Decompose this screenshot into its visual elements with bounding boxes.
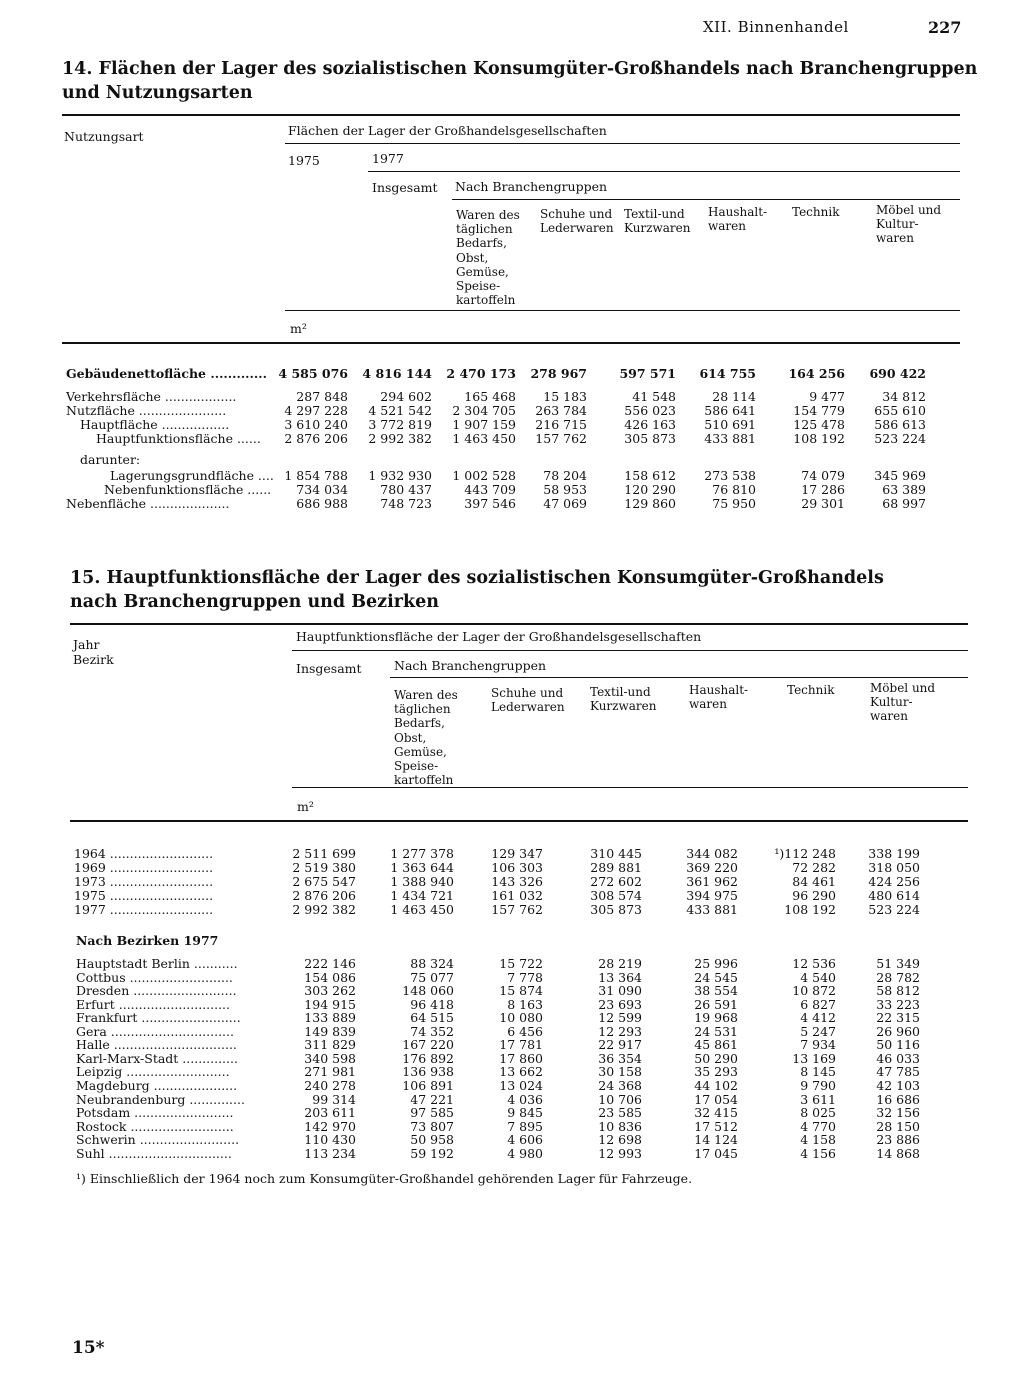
table15-bezirk-label: Halle ............................... (76, 1038, 237, 1052)
table15-bezirk-cell: 28 782 (876, 970, 920, 985)
table14-col-moebel: Möbel und Kultur-waren (876, 203, 942, 246)
table15-bezirk-cell: 4 036 (507, 1092, 543, 1107)
table14-cell: 63 389 (882, 482, 926, 497)
table14-cell: 586 641 (704, 403, 756, 418)
table14-cell: 29 301 (801, 496, 845, 511)
table14-cell: 74 079 (801, 468, 845, 483)
table15-bezirk-cell: 7 778 (507, 970, 543, 985)
table15-bezirk-cell: 106 891 (402, 1078, 454, 1093)
table15-bezirk-cell: 24 545 (694, 970, 738, 985)
table15-bezirk-label: Neubrandenburg .............. (76, 1093, 245, 1107)
table15-year-cell: 2 519 380 (292, 860, 356, 875)
table15-bezirk-label: Magdeburg ..................... (76, 1079, 238, 1093)
table14-cell: 345 969 (874, 468, 926, 483)
table15-year-label: 1977 .......................... (74, 903, 214, 917)
table15-year-cell: 1 363 644 (390, 860, 454, 875)
table14-cell: 2 304 705 (452, 403, 516, 418)
table14-cell: 1 463 450 (452, 431, 516, 446)
table15-col-textil: Textil-und Kurzwaren (590, 685, 657, 714)
table15-bezirk-cell: 58 812 (876, 983, 920, 998)
table15-col-waren: Waren des täglichen Bedarfs, Obst, Gemüse, Speise-kartoffeln (394, 688, 458, 788)
table15-year-cell: 308 574 (590, 888, 642, 903)
table14-col-technik: Technik (792, 205, 840, 219)
table15-bezirk-cell: 303 262 (304, 983, 356, 998)
table14-cell: 78 204 (543, 468, 587, 483)
table15-bezirk-cell: 13 364 (598, 970, 642, 985)
table14-col-haushalt: Haushalt-waren (708, 205, 768, 234)
table15-bezirk-cell: 194 915 (304, 997, 356, 1012)
table15-bezirk-cell: 4 606 (507, 1132, 543, 1147)
table15-bezirk-cell: 50 958 (410, 1132, 454, 1147)
table14-cell: 1 932 930 (368, 468, 432, 483)
table15-rule-1 (292, 650, 968, 651)
table15-bezirk-cell: 13 024 (499, 1078, 543, 1093)
table15-year-cell: 344 082 (686, 846, 738, 861)
table14-nach-branchen: Nach Branchengruppen (455, 179, 608, 194)
table14-title-line1: 14. Flächen der Lager des sozialistischen Konsumgüter-Großhandels nach Branchengruppen (62, 59, 978, 79)
table14-cell: 263 784 (535, 403, 587, 418)
table15-year-cell: 96 290 (792, 888, 836, 903)
table15-bezirk-cell: 64 515 (410, 1010, 454, 1025)
table15-title-line2: nach Branchengruppen und Bezirken (70, 592, 439, 612)
table15-bezirk-cell: 4 412 (800, 1010, 836, 1025)
table14-cell: 15 183 (543, 389, 587, 404)
table14-cell: 2 470 173 (446, 366, 516, 381)
table15-bezirk-label: Potsdam ......................... (76, 1106, 234, 1120)
table15-bezirk-cell: 24 368 (598, 1078, 642, 1093)
table14-cell: 734 034 (296, 482, 348, 497)
table14-col-waren: Waren des täglichen Bedarfs, Obst, Gemüse, Speise-kartoffeln (456, 208, 520, 308)
table15-bezirk-cell: 9 790 (800, 1078, 836, 1093)
table14-cell: 58 953 (543, 482, 587, 497)
table14-col-schuhe: Schuhe und Lederwaren (540, 207, 614, 236)
table15-year-cell: 1 463 450 (390, 902, 454, 917)
table15-bezirk-cell: 176 892 (402, 1051, 454, 1066)
table15-bezirk-cell: 75 077 (410, 970, 454, 985)
table15-year-cell: 272 602 (590, 874, 642, 889)
table15-bezirk-label: Gera ............................... (76, 1025, 234, 1039)
table15-bezirk-cell: 203 611 (304, 1105, 356, 1120)
table14-cell: 47 069 (543, 496, 587, 511)
table15-bezirk-cell: 142 970 (304, 1119, 356, 1134)
table15-bezirk-cell: 17 860 (499, 1051, 543, 1066)
table14-cell: 3 772 819 (368, 417, 432, 432)
table15-col-insgesamt: Insgesamt (296, 661, 362, 676)
table15-bezirk-cell: 136 938 (402, 1064, 454, 1079)
table14-cell: 75 950 (712, 496, 756, 511)
table14-row-label: Nebenfunktionsfläche ...... (104, 483, 272, 497)
table15-year-cell: 106 303 (491, 860, 543, 875)
table14-cell: 216 715 (535, 417, 587, 432)
table15-bezirk-cell: 8 145 (800, 1064, 836, 1079)
table15-year-cell: 424 256 (868, 874, 920, 889)
table15-bezirk-cell: 15 874 (499, 983, 543, 998)
table14-cell: 1 854 788 (284, 468, 348, 483)
table14-rule-2 (368, 171, 960, 172)
table14-col-insgesamt: Insgesamt (372, 180, 438, 195)
table14-cell: 273 538 (704, 468, 756, 483)
table15-bezirk-cell: 154 086 (304, 970, 356, 985)
table15-bezirk-cell: 7 895 (507, 1119, 543, 1134)
table15-bezirk-cell: 17 054 (694, 1092, 738, 1107)
table15-year-cell: 523 224 (868, 902, 920, 917)
table15-bezirk-label: Cottbus .......................... (76, 971, 233, 985)
table14-header-bottom-rule (62, 342, 960, 344)
table15-bezirk-cell: 99 314 (312, 1092, 356, 1107)
table14-cell: 28 114 (712, 389, 756, 404)
table14-cell: 748 723 (380, 496, 432, 511)
table15-year-cell: 318 050 (868, 860, 920, 875)
table14-rule-4 (285, 310, 960, 311)
table14-year-1975: 1975 (288, 153, 320, 168)
table14-cell: 523 224 (874, 431, 926, 446)
table14-cell: 397 546 (464, 496, 516, 511)
table15-bezirk-cell: 36 354 (598, 1051, 642, 1066)
table14-row-label: Nebenfläche .................... (66, 497, 230, 511)
table14-cell: 2 876 206 (284, 431, 348, 446)
table14-cell: 443 709 (464, 482, 516, 497)
table14-cell: 108 192 (793, 431, 845, 446)
table14-cell: 305 873 (624, 431, 676, 446)
table15-bezirk-cell: 4 158 (800, 1132, 836, 1147)
table15-bezirk-cell: 47 221 (410, 1092, 454, 1107)
table15-bezirk-cell: 31 090 (598, 983, 642, 998)
table15-bezirk-cell: 271 981 (304, 1064, 356, 1079)
table15-bezirk-cell: 23 693 (598, 997, 642, 1012)
table15-bezirk-label: Hauptstadt Berlin ........... (76, 957, 238, 971)
table15-bezirk-cell: 46 033 (876, 1051, 920, 1066)
table14-rule-1 (285, 143, 960, 144)
table14-unit: m² (290, 321, 307, 336)
table14-cell: 3 610 240 (284, 417, 348, 432)
table15-bezirk-cell: 8 025 (800, 1105, 836, 1120)
table15-bezirk-cell: 12 698 (598, 1132, 642, 1147)
table15-bezirk-cell: 32 415 (694, 1105, 738, 1120)
table14-row-label: Hauptfläche ................. (80, 418, 230, 432)
table14-cell: 1 907 159 (452, 417, 516, 432)
table15-bezirk-cell: 6 456 (507, 1024, 543, 1039)
table15-bezirk-cell: 12 993 (598, 1146, 642, 1161)
table15-bezirk-cell: 10 080 (499, 1010, 543, 1025)
table15-bezirk-cell: 10 706 (598, 1092, 642, 1107)
table15-col-schuhe: Schuhe und Lederwaren (491, 686, 565, 715)
table15-bezirk-cell: 222 146 (304, 956, 356, 971)
table15-bezirk-cell: 47 785 (876, 1064, 920, 1079)
table15-year-cell: 108 192 (784, 902, 836, 917)
table15-year-cell: 305 873 (590, 902, 642, 917)
table15-year-cell: 1 277 378 (390, 846, 454, 861)
table15-year-cell: 143 326 (491, 874, 543, 889)
table14-cell: 4 816 144 (362, 366, 432, 381)
page-number: 227 (928, 18, 962, 37)
table14-cell: 76 810 (712, 482, 756, 497)
table14-cell: 68 997 (882, 496, 926, 511)
table15-title-line1: 15. Hauptfunktionsfläche der Lager des sozialistischen Konsumgüter-Großhandels (70, 568, 884, 588)
table14-cell: 433 881 (704, 431, 756, 446)
table15-year-cell: 161 032 (491, 888, 543, 903)
table15-bezirk-cell: 149 839 (304, 1024, 356, 1039)
table15-year-cell: 2 876 206 (292, 888, 356, 903)
table15-year-cell: 1 434 721 (390, 888, 454, 903)
table15-bezirk-cell: 30 158 (598, 1064, 642, 1079)
table15-bezirk-cell: 42 103 (876, 1078, 920, 1093)
table15-bezirk-cell: 51 349 (876, 956, 920, 971)
table15-bezirk-cell: 50 116 (876, 1037, 920, 1052)
table15-year-cell: 2 675 547 (292, 874, 356, 889)
table15-bezirk-cell: 44 102 (694, 1078, 738, 1093)
table15-bezirk-label: Dresden .......................... (76, 984, 237, 998)
table15-bezirk-cell: 97 585 (410, 1105, 454, 1120)
table15-bezirk-cell: 7 934 (800, 1037, 836, 1052)
table15-bezirk-cell: 12 599 (598, 1010, 642, 1025)
table15-span-head: Hauptfunktionsfläche der Lager der Großhandelsgesellschaften (296, 629, 702, 644)
table14-cell: 655 610 (874, 403, 926, 418)
table15-year-cell: 72 282 (792, 860, 836, 875)
table15-bezirk-cell: 33 223 (876, 997, 920, 1012)
table15-header-bottom-rule (70, 820, 968, 822)
table15-bezirk-cell: 17 781 (499, 1037, 543, 1052)
table15-bezirk-label: Leipzig .......................... (76, 1065, 230, 1079)
table15-bezirk-cell: 14 124 (694, 1132, 738, 1147)
table15-bezirk-cell: 4 156 (800, 1146, 836, 1161)
table15-bezirk-cell: 148 060 (402, 983, 454, 998)
table15-year-label: 1975 .......................... (74, 889, 214, 903)
table15-year-cell: 2 992 382 (292, 902, 356, 917)
table15-bezirk-label: Karl-Marx-Stadt .............. (76, 1052, 238, 1066)
table15-bezirk-cell: 14 868 (876, 1146, 920, 1161)
table15-stub-head-jahr: Jahr (73, 637, 100, 652)
table15-bezirk-cell: 96 418 (410, 997, 454, 1012)
table15-year-cell: 129 347 (491, 846, 543, 861)
table15-bezirk-cell: 45 861 (694, 1037, 738, 1052)
table15-bezirk-cell: 24 531 (694, 1024, 738, 1039)
table14-row-label: Lagerungsgrundfläche .... (110, 469, 274, 483)
table15-bezirk-label: Suhl ............................... (76, 1147, 232, 1161)
table15-year-cell: 361 962 (686, 874, 738, 889)
table14-cell: 41 548 (632, 389, 676, 404)
table15-bezirk-cell: 19 968 (694, 1010, 738, 1025)
table14-cell: 158 612 (624, 468, 676, 483)
table14-cell: 165 468 (464, 389, 516, 404)
table15-bezirk-cell: 13 169 (792, 1051, 836, 1066)
table15-bezirk-cell: 32 156 (876, 1105, 920, 1120)
table14-cell: 157 762 (535, 431, 587, 446)
table14-cell: 1 002 528 (452, 468, 516, 483)
table14-year-1977: 1977 (372, 151, 404, 166)
table15-year-cell: 157 762 (491, 902, 543, 917)
page-footer-signature: 15* (72, 1338, 105, 1358)
table14-row-label: Nutzfläche ...................... (66, 404, 227, 418)
table15-year-cell: 338 199 (868, 846, 920, 861)
table15-bezirk-cell: 15 722 (499, 956, 543, 971)
table15-bezirk-cell: 73 807 (410, 1119, 454, 1134)
table15-bezirk-cell: 4 770 (800, 1119, 836, 1134)
table15-year-label: 1964 .......................... (74, 847, 214, 861)
table14-row-label: Verkehrsfläche .................. (66, 390, 237, 404)
table15-bezirk-cell: 4 980 (507, 1146, 543, 1161)
table14-row-label: darunter: (80, 453, 141, 467)
table15-bezirk-cell: 25 996 (694, 956, 738, 971)
table14-cell: 164 256 (788, 366, 845, 381)
running-header-section: XII. Binnenhandel (703, 18, 849, 36)
table15-bezirk-label: Schwerin ......................... (76, 1133, 240, 1147)
table14-cell: 278 967 (530, 366, 587, 381)
table14-cell: 4 585 076 (278, 366, 348, 381)
table14-title-line2: und Nutzungsarten (62, 83, 253, 103)
table15-year-label: 1973 .......................... (74, 875, 214, 889)
table14-row-label: Hauptfunktionsfläche ...... (96, 432, 261, 446)
table15-year-cell: 1 388 940 (390, 874, 454, 889)
table14-top-rule (62, 114, 960, 116)
table15-bezirk-cell: 110 430 (304, 1132, 356, 1147)
table15-bezirk-cell: 88 324 (410, 956, 454, 971)
table15-stub-head-bezirk: Bezirk (73, 652, 114, 667)
table15-rule-2 (390, 677, 968, 678)
table14-cell: 129 860 (624, 496, 676, 511)
table14-cell: 17 286 (801, 482, 845, 497)
table14-cell: 294 602 (380, 389, 432, 404)
table14-cell: 510 691 (704, 417, 756, 432)
table15-bezirk-cell: 3 611 (800, 1092, 836, 1107)
table15-bezirk-cell: 240 278 (304, 1078, 356, 1093)
table15-bezirk-cell: 23 585 (598, 1105, 642, 1120)
table15-bezirk-cell: 28 219 (598, 956, 642, 971)
table15-bezirk-cell: 26 960 (876, 1024, 920, 1039)
table15-bezirk-cell: 23 886 (876, 1132, 920, 1147)
table14-stub-head: Nutzungsart (64, 129, 144, 144)
table15-bezirk-cell: 35 293 (694, 1064, 738, 1079)
table14-cell: 4 521 542 (368, 403, 432, 418)
table14-cell: 614 755 (699, 366, 756, 381)
table15-bezirk-cell: 9 845 (507, 1105, 543, 1120)
table14-col-textil: Textil-und Kurzwaren (624, 207, 691, 236)
table14-cell: 686 988 (296, 496, 348, 511)
table15-year-label: 1969 .......................... (74, 861, 214, 875)
table15-bezirk-cell: 59 192 (410, 1146, 454, 1161)
table15-year-cell: ¹)112 248 (774, 846, 836, 861)
table14-cell: 586 613 (874, 417, 926, 432)
table15-bezirk-cell: 16 686 (876, 1092, 920, 1107)
table15-year-cell: 480 614 (868, 888, 920, 903)
table15-bezirk-cell: 10 836 (598, 1119, 642, 1134)
table15-col-technik: Technik (787, 683, 835, 697)
table14-cell: 120 290 (624, 482, 676, 497)
table15-year-cell: 289 881 (590, 860, 642, 875)
table14-span-head: Flächen der Lager der Großhandelsgesellschaften (288, 123, 607, 138)
table14-cell: 9 477 (809, 389, 845, 404)
table15-bezirk-cell: 167 220 (402, 1037, 454, 1052)
table14-cell: 125 478 (793, 417, 845, 432)
table15-bezirke-head: Nach Bezirken 1977 (76, 933, 219, 948)
table15-bezirk-cell: 74 352 (410, 1024, 454, 1039)
table15-bezirk-cell: 10 872 (792, 983, 836, 998)
table15-bezirk-label: Frankfurt ......................... (76, 1011, 241, 1025)
table15-year-cell: 433 881 (686, 902, 738, 917)
table15-bezirk-cell: 17 512 (694, 1119, 738, 1134)
table15-year-cell: 84 461 (792, 874, 836, 889)
table15-bezirk-label: Erfurt ............................ (76, 998, 231, 1012)
table15-bezirk-cell: 28 150 (876, 1119, 920, 1134)
table15-bezirk-cell: 4 540 (800, 970, 836, 985)
table14-cell: 4 297 228 (284, 403, 348, 418)
table14-cell: 780 437 (380, 482, 432, 497)
table15-year-cell: 310 445 (590, 846, 642, 861)
table15-top-rule (70, 623, 968, 625)
table15-bezirk-cell: 22 315 (876, 1010, 920, 1025)
table14-cell: 287 848 (296, 389, 348, 404)
table15-bezirk-cell: 340 598 (304, 1051, 356, 1066)
table15-nach-branchen: Nach Branchengruppen (394, 658, 547, 673)
table15-bezirk-cell: 12 293 (598, 1024, 642, 1039)
table15-bezirk-cell: 133 889 (304, 1010, 356, 1025)
table14-cell: 2 992 382 (368, 431, 432, 446)
table15-bezirk-cell: 5 247 (800, 1024, 836, 1039)
table15-rule-3 (292, 787, 968, 788)
table15-bezirk-cell: 38 554 (694, 983, 738, 998)
table14-cell: 426 163 (624, 417, 676, 432)
table15-year-cell: 394 975 (686, 888, 738, 903)
table14-cell: 34 812 (882, 389, 926, 404)
table15-bezirk-cell: 26 591 (694, 997, 738, 1012)
table15-year-cell: 2 511 699 (292, 846, 356, 861)
table14-row-label: Gebäudenettofläche ............. (66, 367, 267, 381)
table15-footnote: ¹) Einschließlich der 1964 noch zum Konsumgüter-Großhandel gehörenden Lager für Fahrzeuge. (76, 1171, 693, 1186)
table15-bezirk-label: Rostock .......................... (76, 1120, 234, 1134)
table15-bezirk-cell: 50 290 (694, 1051, 738, 1066)
table14-cell: 154 779 (793, 403, 845, 418)
table15-col-haushalt: Haushalt-waren (689, 683, 749, 712)
table15-bezirk-cell: 12 536 (792, 956, 836, 971)
table14-cell: 597 571 (619, 366, 676, 381)
table15-bezirk-cell: 113 234 (304, 1146, 356, 1161)
table15-bezirk-cell: 8 163 (507, 997, 543, 1012)
table15-unit: m² (297, 799, 314, 814)
table15-bezirk-cell: 17 045 (694, 1146, 738, 1161)
table15-bezirk-cell: 311 829 (304, 1037, 356, 1052)
table15-bezirk-cell: 13 662 (499, 1064, 543, 1079)
table15-bezirk-cell: 22 917 (598, 1037, 642, 1052)
table15-bezirk-cell: 6 827 (800, 997, 836, 1012)
table14-cell: 556 023 (624, 403, 676, 418)
table15-col-moebel: Möbel und Kultur-waren (870, 681, 936, 724)
table15-year-cell: 369 220 (686, 860, 738, 875)
table14-cell: 690 422 (869, 366, 926, 381)
table14-rule-3 (452, 199, 960, 200)
